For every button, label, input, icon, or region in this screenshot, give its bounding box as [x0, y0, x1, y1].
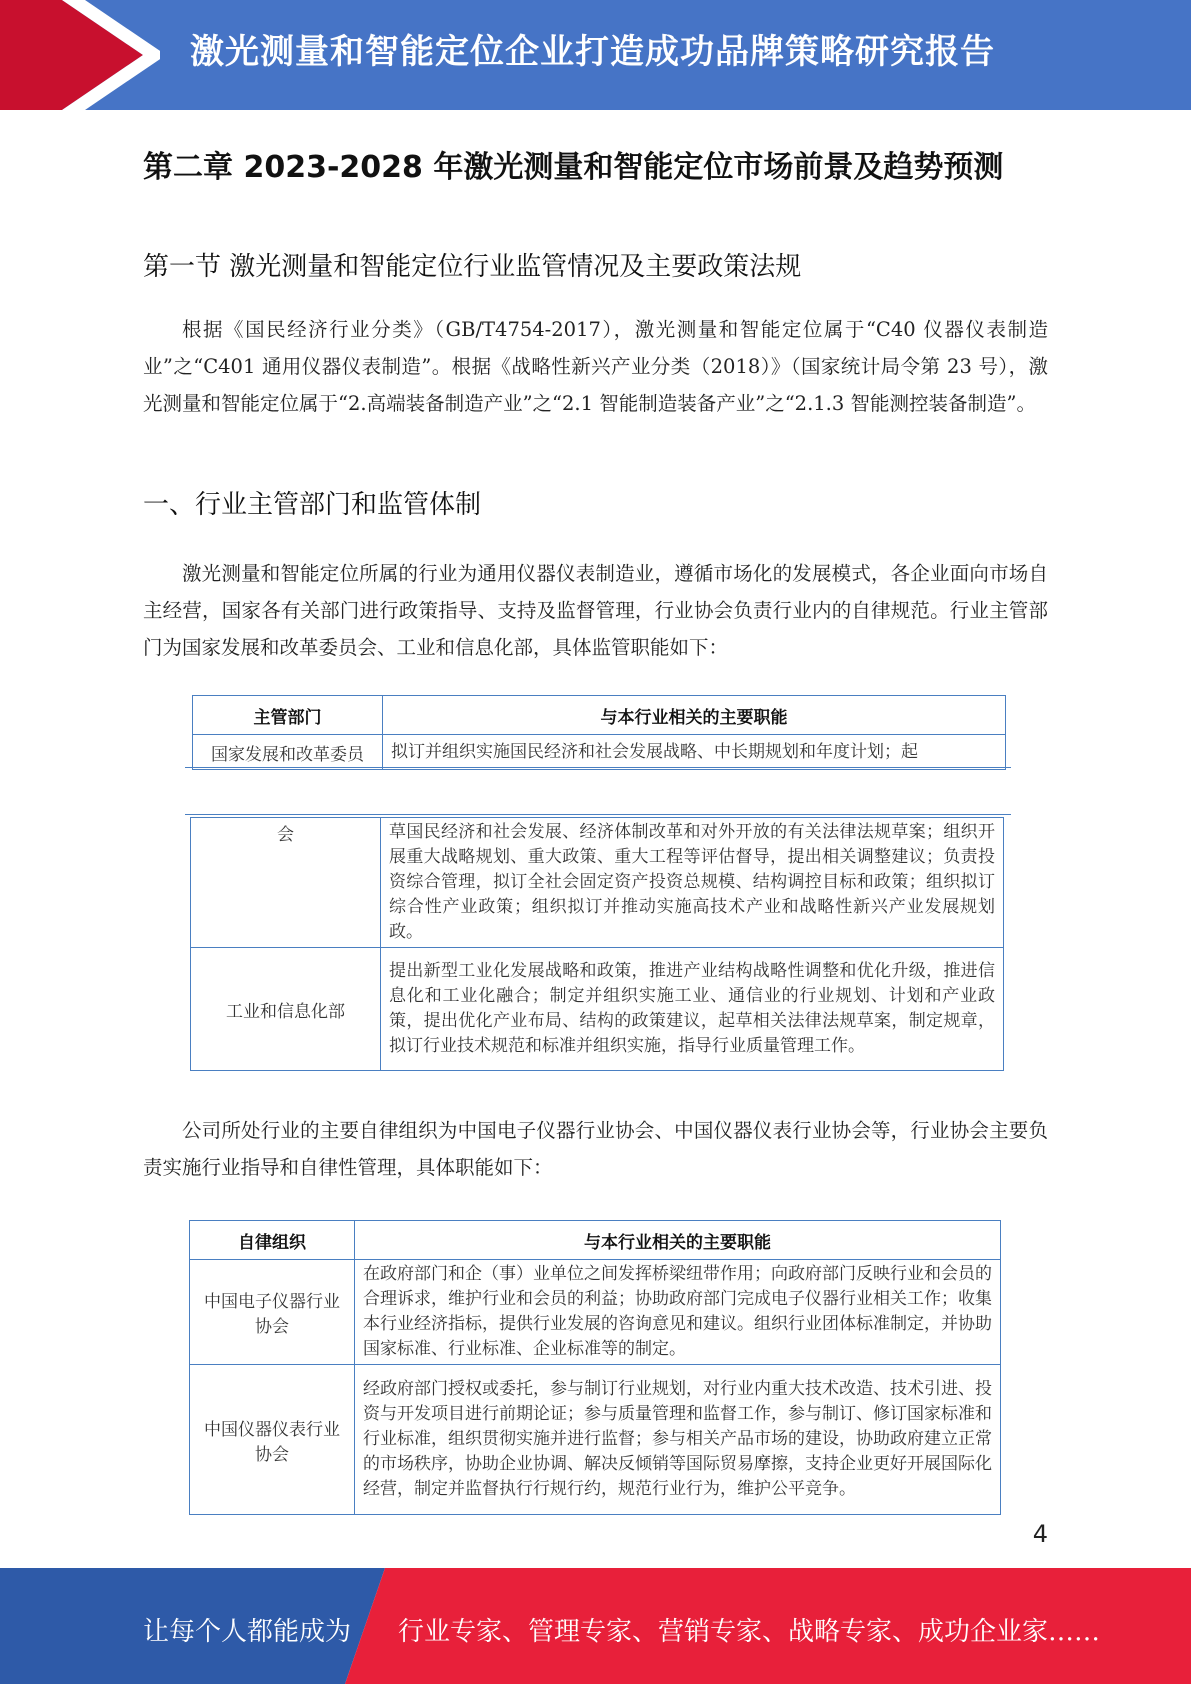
table-header-org: 自律组织	[190, 1221, 355, 1260]
footer-slogan-right: 行业专家、管理专家、营销专家、战略专家、成功企业家……	[398, 1617, 1101, 1647]
table-header-dept: 主管部门	[193, 696, 383, 735]
page-footer	[0, 1568, 1191, 1684]
table-cell-dept: 工业和信息化部	[191, 948, 381, 1071]
table-row	[190, 1365, 1001, 1515]
paragraph-classification: 根据《国民经济行业分类》（GB/T4754-2017），激光测量和智能定位属于“C40 仪器仪表制造业”之“C401 通用仪器仪表制造”。根据《战略性新兴产业分类（2018）》（国家统计局令第 23 号），激光测量和智能定位属于“2.高端装备制造产业”之“2.1 智能制造装备产业”之“2.1.3 智能测控装备制造”。	[143, 318, 1048, 415]
section-title: 第一节 激光测量和智能定位行业监管情况及主要政策法规	[143, 252, 802, 282]
table-cell-dept: 会	[191, 818, 381, 948]
table-header-row	[193, 696, 1006, 735]
table-cell-duty: 提出新型工业化发展战略和政策，推进产业结构战略性调整和优化升级，推进信息化和工业化融合；制定并组织实施工业、通信业的行业规划、计划和产业政策，提出优化产业布局、结构的政策建议，起草相关法律法规草案，制定规章，拟订行业技术规范和标准并组织实施，指导行业质量管理工作。	[381, 948, 1004, 1071]
paragraph-self-regulatory: 公司所处行业的主要自律组织为中国电子仪器行业协会、中国仪器仪表行业协会等，行业协会主要负责实施行业指导和自律性管理，具体职能如下：	[143, 1119, 1048, 1179]
table-row	[193, 735, 1006, 770]
page-number: 4	[1032, 1520, 1048, 1548]
paragraph-regulation: 激光测量和智能定位所属的行业为通用仪器仪表制造业，遵循市场化的发展模式，各企业面向市场自主经营，国家各有关部门进行政策指导、支持及监督管理，行业协会负责行业内的自律规范。行业主管部门为国家发展和改革委员会、工业和信息化部，具体监管职能如下：	[143, 562, 1048, 659]
self-regulatory-table	[189, 1220, 1001, 1515]
table-row	[191, 818, 1004, 948]
table-cell-dept: 国家发展和改革委员	[193, 735, 383, 770]
header-arrow-graphic	[0, 0, 160, 110]
subsection-title: 一、行业主管部门和监管体制	[143, 490, 482, 520]
table-cell-org: 中国仪器仪表行业协会	[190, 1365, 355, 1515]
table-row	[190, 1260, 1001, 1365]
regulator-table-part1	[192, 695, 1006, 770]
table-divider-line	[185, 767, 1011, 768]
chapter-title: 第二章 2023-2028 年激光测量和智能定位市场前景及趋势预测	[143, 150, 1004, 185]
table-row	[191, 948, 1004, 1071]
regulator-table-part2	[190, 817, 1004, 1071]
table-cell-duty: 在政府部门和企（事）业单位之间发挥桥梁纽带作用；向政府部门反映行业和会员的合理诉求，维护行业和会员的利益；协助政府部门完成电子仪器行业相关工作；收集本行业经济指标，提供行业发展的咨询意见和建议。组织行业团体标准制定，并协助国家标准、行业标准、企业标准等的制定。	[355, 1260, 1001, 1365]
table-cell-duty: 拟订并组织实施国民经济和社会发展战略、中长期规划和年度计划；起	[383, 735, 1006, 770]
table-header-duty: 与本行业相关的主要职能	[355, 1221, 1001, 1260]
table-cell-duty: 草国民经济和社会发展、经济体制改革和对外开放的有关法律法规草案；组织开展重大战略规划、重大政策、重大工程等评估督导，提出相关调整建议；负责投资综合管理，拟订全社会固定资产投资总规模、结构调控目标和政策；组织拟订综合性产业政策；组织拟订并推动实施高技术产业和战略性新兴产业发展规划政。	[381, 818, 1004, 948]
footer-slogan-left: 让每个人都能成为	[143, 1617, 352, 1647]
page-header	[0, 0, 1191, 110]
table-header-row	[190, 1221, 1001, 1260]
header-title: 激光测量和智能定位企业打造成功品牌策略研究报告	[190, 32, 995, 72]
table-cell-org: 中国电子仪器行业协会	[190, 1260, 355, 1365]
table-cell-duty: 经政府部门授权或委托，参与制订行业规划，对行业内重大技术改造、技术引进、投资与开发项目进行前期论证；参与质量管理和监督工作，参与制订、修订国家标准和行业标准，组织贯彻实施并进行监督；参与相关产品市场的建设，协助政府建立正常的市场秩序，协助企业协调、解决反倾销等国际贸易摩擦，支持企业更好开展国际化经营，制定并监督执行行规行约，规范行业行为，维护公平竞争。	[355, 1365, 1001, 1515]
table-divider-line	[185, 814, 1011, 815]
table-header-duty: 与本行业相关的主要职能	[383, 696, 1006, 735]
